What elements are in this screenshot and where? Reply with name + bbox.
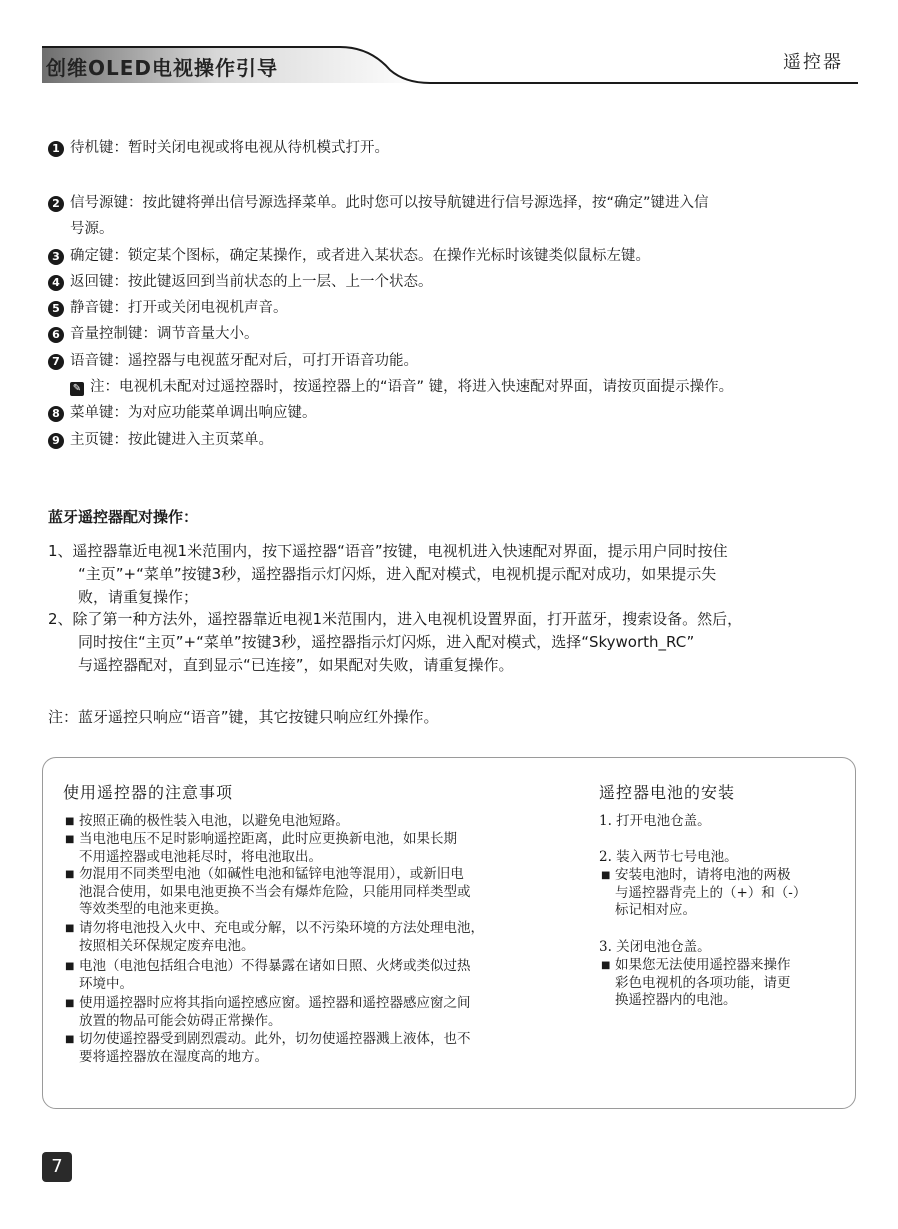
bluetooth-step-line: 2、除了第一种方法外，遥控器靠近电视1米范围内，进入电视机设置界面，打开蓝牙，搜索设备。然后， <box>48 610 743 628</box>
bullet-icon: ■ <box>65 816 75 827</box>
pencil-note-icon: ✎ <box>70 382 84 396</box>
number-badge-icon: 4 <box>48 275 64 291</box>
battery-polarity-note: ■ 安装电池时，请将电池的两极 与遥控器背壳上的（+）和（-） 标记相对应。 <box>601 867 807 918</box>
key-item-continuation: 号源。 <box>70 221 114 237</box>
battery-step-insert: 2. 装入两节七号电池。 <box>599 849 738 865</box>
bullet-icon: ■ <box>65 1034 75 1045</box>
precaution-item: ■ 使用遥控器时应将其指向遥控感应窗。遥控器和遥控器感应窗之间 放置的物品可能会妨碍正常操作。 <box>65 995 471 1029</box>
key-item: 3 确定键：锁定某个图标，确定某操作，或者进入某状态。在操作光标时该键类似鼠标左键。 <box>48 244 650 265</box>
number-badge-icon: 3 <box>48 249 64 265</box>
key-item: 9 主页键：按此键进入主页菜单。 <box>48 428 273 449</box>
bullet-icon: ■ <box>65 923 75 934</box>
section-title: 遥控器 <box>783 52 843 73</box>
bullet-icon: ■ <box>601 960 611 971</box>
bluetooth-step-line: 1、遥控器靠近电视1米范围内，按下遥控器“语音”按键，电视机进入快速配对界面，提示用户同时按住 <box>48 542 728 560</box>
key-item: 6 音量控制键：调节音量大小。 <box>48 322 259 343</box>
precautions-box <box>42 757 856 1109</box>
precaution-item: ■ 当电池电压不足时影响遥控距离，此时应更换新电池，如果长期 不用遥控器或电池耗尽时，将电池取出。 <box>65 831 457 865</box>
number-badge-icon: 7 <box>48 354 64 370</box>
bluetooth-step-line: 与遥控器配对，直到显示“已连接”，如果配对失败，请重复操作。 <box>78 656 514 674</box>
battery-install-title: 遥控器电池的安装 <box>599 783 736 802</box>
number-badge-icon: 8 <box>48 406 64 422</box>
key-item: 7 语音键：遥控器与电视蓝牙配对后，可打开语音功能。 <box>48 349 418 370</box>
precaution-item: ■ 按照正确的极性装入电池，以避免电池短路。 <box>65 813 349 829</box>
key-item: 2 信号源键：按此键将弹出信号源选择菜单。此时您可以按导航键进行信号源选择，按“确定”键进入信 <box>48 191 709 212</box>
voice-note: ✎ 注：电视机未配对过遥控器时，按遥控器上的“语音” 键，将进入快速配对界面，请按页面提示操作。 <box>70 375 733 396</box>
number-badge-icon: 6 <box>48 327 64 343</box>
key-item: 5 静音键：打开或关闭电视机声音。 <box>48 296 288 317</box>
bluetooth-step-line: “主页”+“菜单”按键3秒，遥控器指示灯闪烁，进入配对模式，电视机提示配对成功，如果提示失 <box>78 565 717 583</box>
guide-title: 创维OLED电视操作引导 <box>46 56 279 80</box>
bullet-icon: ■ <box>601 870 611 881</box>
precaution-item: ■ 请勿将电池投入火中、充电或分解，以不污染环境的方法处理电池， 按照相关环保规定废弃电池。 <box>65 920 484 954</box>
bluetooth-note: 注：蓝牙遥控只响应“语音”键，其它按键只响应红外操作。 <box>48 708 439 726</box>
precaution-item: ■ 勿混用不同类型电池（如碱性电池和锰锌电池等混用），或新旧电 池混合使用，如果电池更换不当会有爆炸危险，只能用同样类型或 等效类型的电池来更换。 <box>65 866 471 917</box>
battery-step-close: 3. 关闭电池仓盖。 <box>599 939 711 955</box>
battery-replace-note: ■ 如果您无法使用遥控器来操作 彩色电视机的各项功能，请更 换遥控器内的电池。 <box>601 957 791 1008</box>
bullet-icon: ■ <box>65 834 75 845</box>
precautions-title: 使用遥控器的注意事项 <box>63 783 234 802</box>
battery-step-open: 1. 打开电池仓盖。 <box>599 813 711 829</box>
key-item: 8 菜单键：为对应功能菜单调出响应键。 <box>48 401 317 422</box>
bluetooth-pairing-title: 蓝牙遥控器配对操作： <box>48 508 199 526</box>
precaution-item: ■ 电池（电池包括组合电池）不得暴露在诸如日照、火烤或类似过热 环境中。 <box>65 958 471 992</box>
key-item: 4 返回键：按此键返回到当前状态的上一层、上一个状态。 <box>48 270 433 291</box>
bluetooth-step-line: 败，请重复操作； <box>78 588 199 606</box>
precaution-item: ■ 切勿使遥控器受到剧烈震动。此外，切勿使遥控器溅上液体，也不 要将遥控器放在湿度高的地方。 <box>65 1031 471 1065</box>
bullet-icon: ■ <box>65 961 75 972</box>
number-badge-icon: 2 <box>48 196 64 212</box>
bullet-icon: ■ <box>65 869 75 880</box>
page-header <box>0 0 898 95</box>
number-badge-icon: 9 <box>48 433 64 449</box>
bluetooth-step-line: 同时按住“主页”+“菜单”按键3秒，遥控器指示灯闪烁，进入配对模式，选择“Skyworth_RC” <box>78 633 695 651</box>
key-item: 1 待机键：暂时关闭电视或将电视从待机模式打开。 <box>48 136 389 157</box>
bullet-icon: ■ <box>65 998 75 1009</box>
page-number: 7 <box>42 1152 72 1182</box>
number-badge-icon: 5 <box>48 301 64 317</box>
number-badge-icon: 1 <box>48 141 64 157</box>
